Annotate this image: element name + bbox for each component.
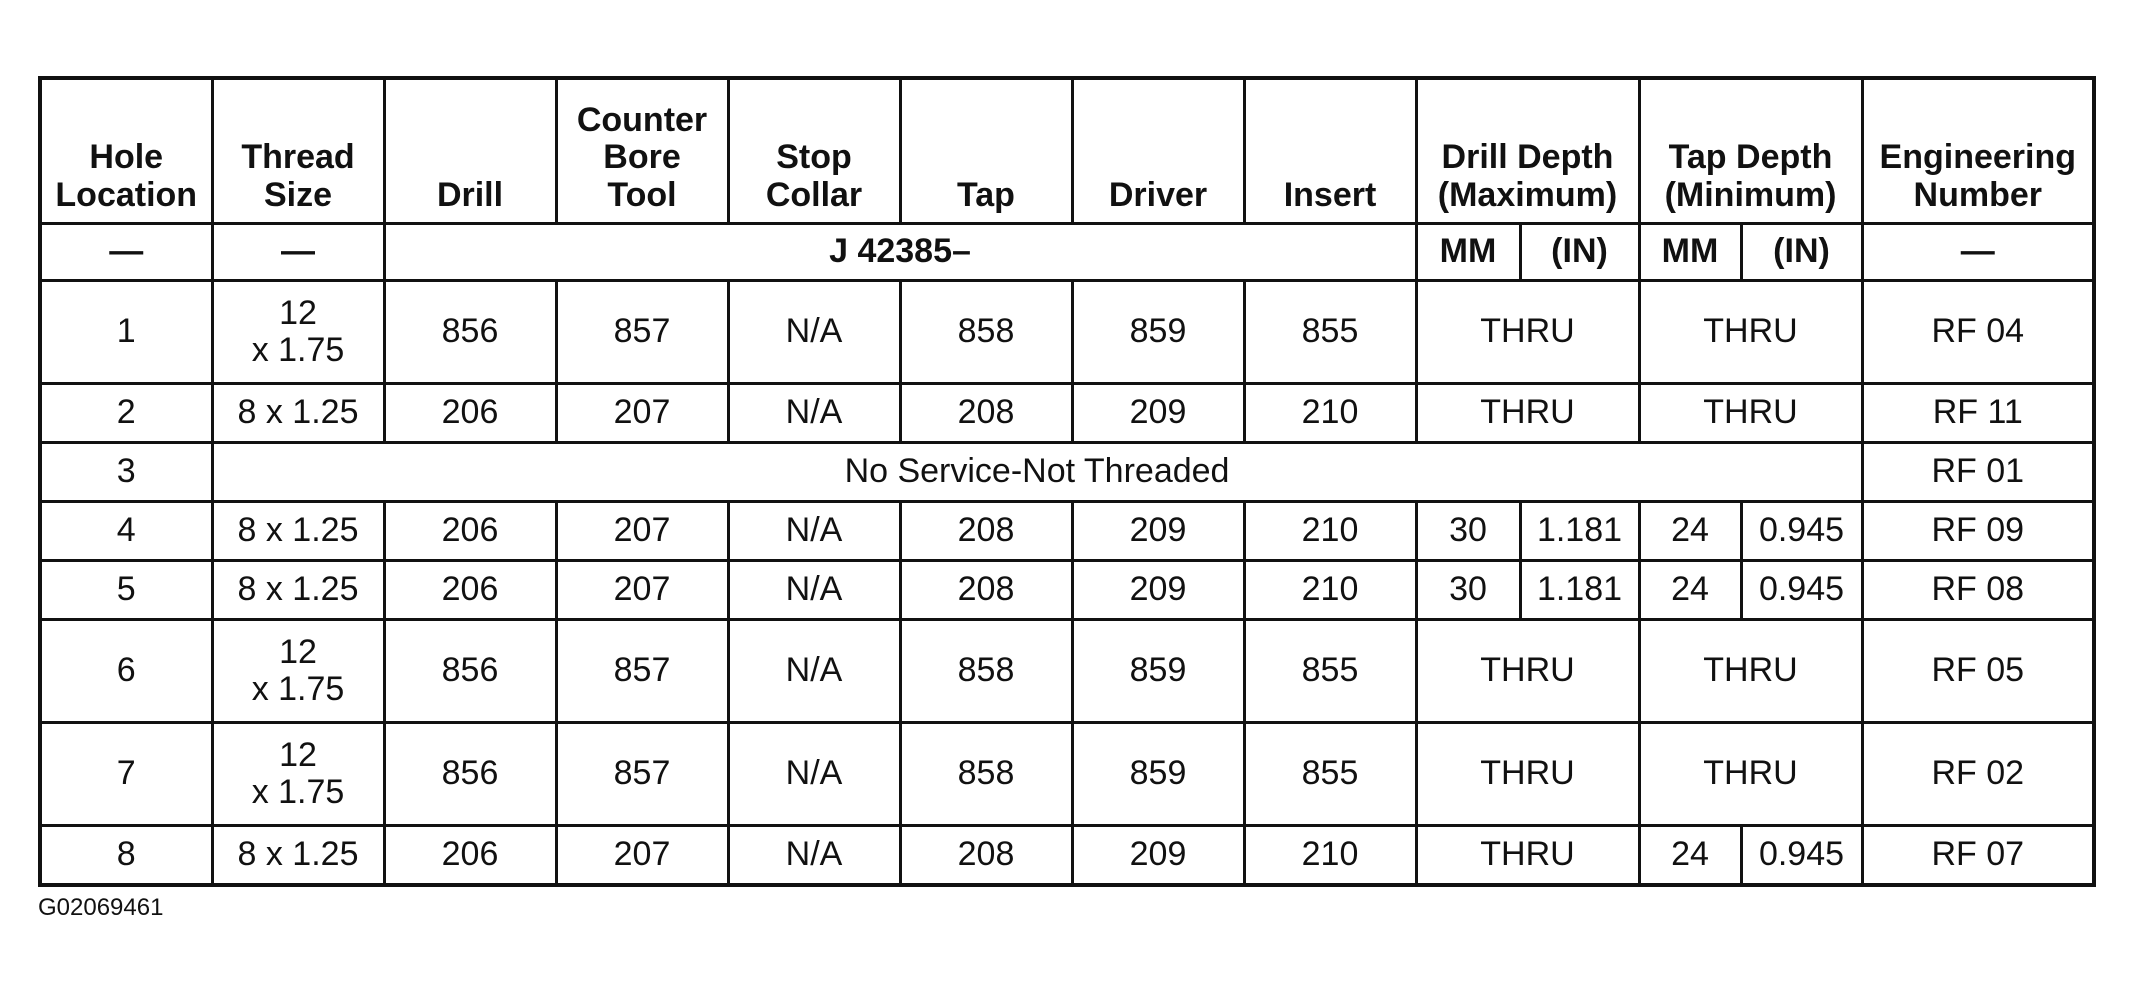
figure-id: G02069461 xyxy=(38,894,164,921)
hole-spec-table xyxy=(38,76,2096,887)
cell-stop-collar: N/A xyxy=(728,384,900,443)
cell-tap-depth-in: 0.945 xyxy=(1741,826,1862,886)
cell-counter-bore-tool: 207 xyxy=(556,502,728,561)
table-row xyxy=(40,443,2094,502)
header-driver: Driver xyxy=(1072,78,1244,224)
cell-stop-collar: N/A xyxy=(728,281,900,384)
cell-hole-location: 1 xyxy=(40,281,212,384)
cell-engineering-number: RF 04 xyxy=(1862,281,2094,384)
cell-hole-location: 7 xyxy=(40,723,212,826)
cell-tap: 858 xyxy=(900,723,1072,826)
cell-drill-depth: THRU xyxy=(1416,826,1639,886)
cell-counter-bore-tool: 857 xyxy=(556,281,728,384)
cell-insert: 855 xyxy=(1244,281,1416,384)
cell-drill-depth: THRU xyxy=(1416,723,1639,826)
subheader-drill-in: (IN) xyxy=(1520,224,1639,281)
cell-tap-depth-mm: 24 xyxy=(1639,826,1741,886)
header-counter-bore-tool: Counter Bore Tool xyxy=(556,78,728,224)
cell-tap: 208 xyxy=(900,384,1072,443)
cell-drill: 206 xyxy=(384,384,556,443)
cell-engineering-number: RF 05 xyxy=(1862,620,2094,723)
table-row xyxy=(40,723,2094,826)
subheader-hole-dash: — xyxy=(40,224,212,281)
cell-drill: 206 xyxy=(384,826,556,886)
cell-tap-depth: THRU xyxy=(1639,384,1862,443)
cell-counter-bore-tool: 207 xyxy=(556,384,728,443)
thread-size-line: 8 x 1.25 xyxy=(237,393,359,432)
cell-counter-bore-tool: 207 xyxy=(556,826,728,886)
table-row xyxy=(40,384,2094,443)
cell-stop-collar: N/A xyxy=(728,561,900,620)
cell-stop-collar: N/A xyxy=(728,620,900,723)
thread-size-line: 8 x 1.25 xyxy=(237,511,359,550)
thread-size-line: 8 x 1.25 xyxy=(237,835,359,874)
subheader-row xyxy=(40,224,2094,281)
cell-engineering-number: RF 07 xyxy=(1862,826,2094,886)
cell-tap: 208 xyxy=(900,502,1072,561)
cell-counter-bore-tool: 857 xyxy=(556,723,728,826)
cell-tap: 208 xyxy=(900,561,1072,620)
header-drill-depth: Drill Depth (Maximum) xyxy=(1416,78,1639,224)
header-tap: Tap xyxy=(900,78,1072,224)
cell-driver: 859 xyxy=(1072,281,1244,384)
cell-hole-location: 5 xyxy=(40,561,212,620)
header-hole-location: Hole Location xyxy=(40,78,212,224)
subheader-eng-dash: — xyxy=(1862,224,2094,281)
cell-insert: 210 xyxy=(1244,502,1416,561)
cell-tap-depth-mm: 24 xyxy=(1639,502,1741,561)
cell-counter-bore-tool: 857 xyxy=(556,620,728,723)
cell-tap-depth: THRU xyxy=(1639,281,1862,384)
cell-drill-depth: THRU xyxy=(1416,384,1639,443)
cell-insert: 210 xyxy=(1244,384,1416,443)
cell-counter-bore-tool: 207 xyxy=(556,561,728,620)
cell-thread-size xyxy=(212,620,384,723)
table-row xyxy=(40,502,2094,561)
thread-size-line: x 1.75 xyxy=(251,773,345,811)
table-row xyxy=(40,620,2094,723)
cell-tap-depth: THRU xyxy=(1639,620,1862,723)
cell-tap: 208 xyxy=(900,826,1072,886)
cell-drill: 856 xyxy=(384,723,556,826)
cell-thread-size xyxy=(212,826,384,886)
table-row xyxy=(40,826,2094,886)
cell-tap-depth-mm: 24 xyxy=(1639,561,1741,620)
cell-drill-depth-in: 1.181 xyxy=(1520,561,1639,620)
cell-insert: 855 xyxy=(1244,620,1416,723)
cell-engineering-number: RF 11 xyxy=(1862,384,2094,443)
cell-insert: 210 xyxy=(1244,561,1416,620)
cell-note: No Service-Not Threaded xyxy=(212,443,1862,502)
table-row xyxy=(40,561,2094,620)
cell-thread-size xyxy=(212,502,384,561)
cell-driver: 209 xyxy=(1072,826,1244,886)
cell-engineering-number: RF 08 xyxy=(1862,561,2094,620)
cell-engineering-number: RF 01 xyxy=(1862,443,2094,502)
cell-drill-depth: THRU xyxy=(1416,281,1639,384)
thread-size-line: 8 x 1.25 xyxy=(237,570,359,609)
cell-thread-size xyxy=(212,281,384,384)
cell-hole-location: 8 xyxy=(40,826,212,886)
cell-thread-size xyxy=(212,561,384,620)
header-engineering-number: Engineering Number xyxy=(1862,78,2094,224)
cell-drill: 206 xyxy=(384,502,556,561)
cell-driver: 209 xyxy=(1072,502,1244,561)
cell-insert: 855 xyxy=(1244,723,1416,826)
thread-size-line: 12 xyxy=(279,293,317,332)
subheader-tool-kit: J 42385– xyxy=(384,224,1416,281)
cell-tap-depth-in: 0.945 xyxy=(1741,561,1862,620)
cell-drill-depth-mm: 30 xyxy=(1416,502,1520,561)
header-stop-collar: Stop Collar xyxy=(728,78,900,224)
header-tap-depth: Tap Depth (Minimum) xyxy=(1639,78,1862,224)
cell-drill: 206 xyxy=(384,561,556,620)
header-insert: Insert xyxy=(1244,78,1416,224)
subheader-thread-dash: — xyxy=(212,224,384,281)
cell-hole-location: 4 xyxy=(40,502,212,561)
header-thread-size: Thread Size xyxy=(212,78,384,224)
cell-tap-depth: THRU xyxy=(1639,723,1862,826)
header-row xyxy=(40,78,2094,224)
subheader-drill-mm: MM xyxy=(1416,224,1520,281)
cell-tap-depth-in: 0.945 xyxy=(1741,502,1862,561)
cell-thread-size xyxy=(212,384,384,443)
cell-stop-collar: N/A xyxy=(728,826,900,886)
cell-hole-location: 6 xyxy=(40,620,212,723)
subheader-tap-mm: MM xyxy=(1639,224,1741,281)
cell-tap: 858 xyxy=(900,620,1072,723)
cell-hole-location: 2 xyxy=(40,384,212,443)
cell-stop-collar: N/A xyxy=(728,723,900,826)
cell-insert: 210 xyxy=(1244,826,1416,886)
cell-engineering-number: RF 09 xyxy=(1862,502,2094,561)
thread-size-line: x 1.75 xyxy=(251,331,345,369)
subheader-tap-in: (IN) xyxy=(1741,224,1862,281)
thread-size-line: 12 xyxy=(279,735,317,774)
cell-hole-location: 3 xyxy=(40,443,212,502)
cell-engineering-number: RF 02 xyxy=(1862,723,2094,826)
cell-drill-depth-in: 1.181 xyxy=(1520,502,1639,561)
table-row xyxy=(40,281,2094,384)
thread-size-line: 12 xyxy=(279,632,317,671)
cell-drill-depth-mm: 30 xyxy=(1416,561,1520,620)
spec-table-container xyxy=(38,76,2092,887)
cell-driver: 859 xyxy=(1072,620,1244,723)
cell-drill: 856 xyxy=(384,620,556,723)
cell-driver: 209 xyxy=(1072,561,1244,620)
thread-size-line: x 1.75 xyxy=(251,670,345,708)
cell-driver: 859 xyxy=(1072,723,1244,826)
cell-drill-depth: THRU xyxy=(1416,620,1639,723)
cell-drill: 856 xyxy=(384,281,556,384)
cell-thread-size xyxy=(212,723,384,826)
header-drill: Drill xyxy=(384,78,556,224)
cell-stop-collar: N/A xyxy=(728,502,900,561)
cell-driver: 209 xyxy=(1072,384,1244,443)
cell-tap: 858 xyxy=(900,281,1072,384)
